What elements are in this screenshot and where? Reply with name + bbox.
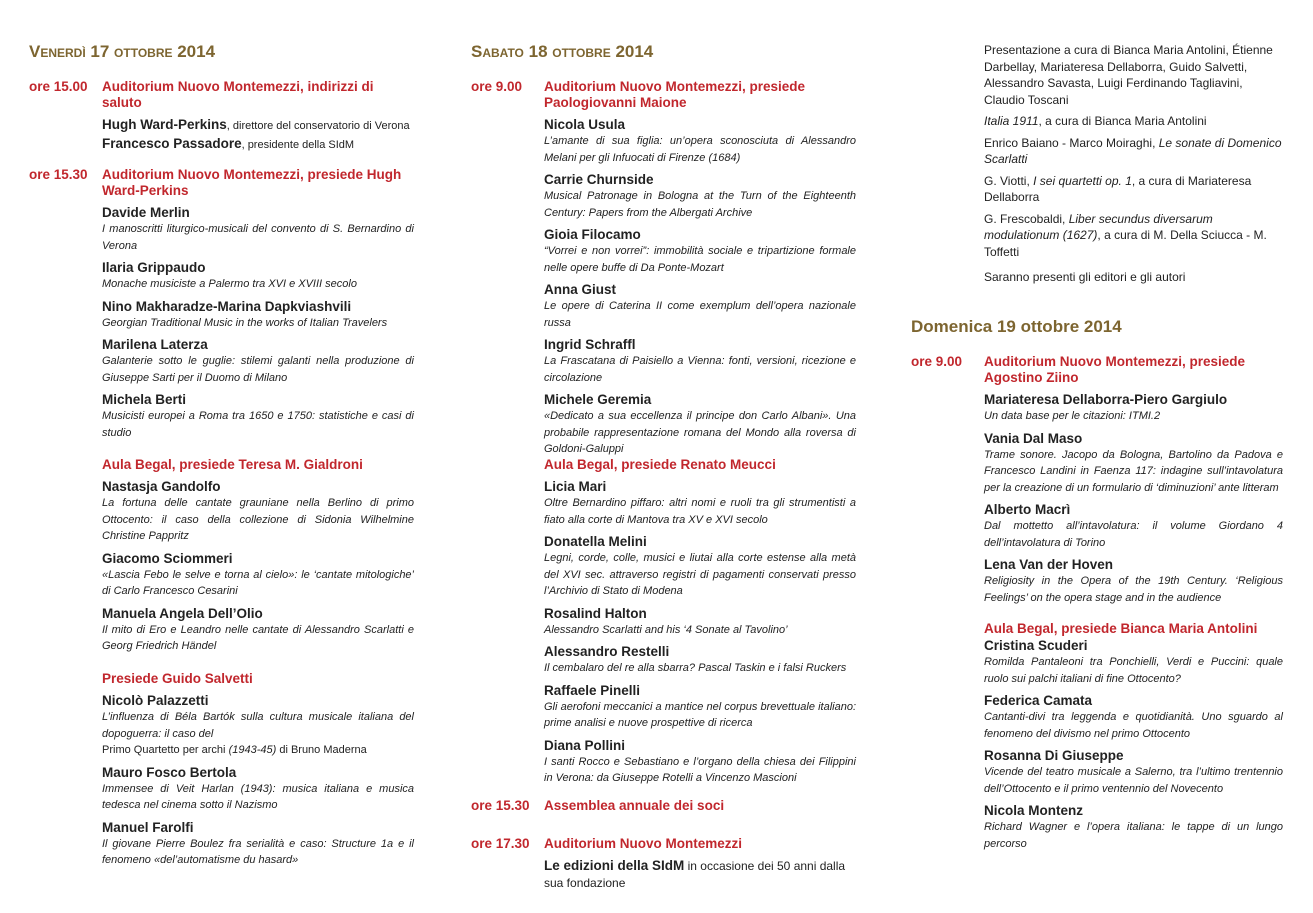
- speaker-name: Manuela Angela Dell’Olio: [102, 605, 263, 621]
- talk-entry: [102, 298, 414, 332]
- presentation-announcement: [544, 857, 856, 891]
- talk-entry: [544, 391, 856, 458]
- talk-title: Il cembalaro del re alla sbarra? Pascal Taskin e i falsi Ruckers: [544, 662, 847, 674]
- presentation-closing: Saranno presenti gli editori e gli autori: [984, 270, 1186, 284]
- session-title: Auditorium Nuovo Montemezzi: [544, 836, 742, 851]
- talk-title: Richard Wagner e l’opera italiana: le tappe di un lungo percorso: [984, 821, 1283, 850]
- greeting-1: [102, 116, 414, 135]
- talk-title: I manoscritti liturgico-musicali del convento di S. Bernardino di Verona: [102, 223, 414, 252]
- speaker-name: Davide Merlin: [102, 205, 190, 220]
- talk-entry: [984, 802, 1283, 852]
- speaker-name: Ilaria Grippaudo: [102, 260, 206, 275]
- talk-title-part: di Bruno Maderna: [276, 744, 367, 756]
- book-author: G. Viotti,: [984, 173, 1034, 188]
- talk-title-part: (1943-45): [228, 744, 277, 756]
- talk-entry: [984, 391, 1283, 425]
- talk-title: “Vorrei e non vorrei”: immobilità sociale e tripartizione formale nelle opere buffe di Da Ponte-Mozart: [544, 245, 856, 274]
- talk-entry: [544, 171, 856, 221]
- greeting-2: [102, 135, 414, 154]
- talk-title: L’amante di sua figlia: un’opera sconosciuta di Alessandro Melani per gli Infuocati di Firenze (1684): [544, 135, 856, 164]
- speaker-name: Vania Dal Maso: [984, 430, 1083, 446]
- talk-title: Musicisti europei a Roma tra 1650 e 1750: statistiche e casi di studio: [102, 410, 414, 439]
- talk-title: Il mito di Ero e Leandro nelle cantate di Alessandro Scarlatti e Georg Friedrich Händel: [102, 623, 414, 652]
- talk-entry: [102, 478, 414, 545]
- talk-title: La Frascatana di Paisiello a Vienna: fonti, versioni, ricezione e circolazione: [544, 355, 856, 384]
- talk-entry: [544, 116, 856, 166]
- session-title: Aula Begal, presiede Bianca Maria Antolini: [984, 621, 1258, 636]
- talk-entry: [102, 819, 414, 869]
- talk-entry: [984, 430, 1283, 497]
- friday-session-4: [29, 671, 414, 869]
- talk-title: Romilda Pantaleoni tra Ponchielli, Verdi e Puccini: quale ruolo sui palchi italiani di fine Ottocento?: [984, 656, 1283, 685]
- book-item: [984, 173, 1283, 206]
- speaker-name: Hugh Ward-Perkins: [102, 117, 227, 132]
- speaker-name: Giacomo Sciommeri: [102, 550, 233, 566]
- session-time: ore 15.30: [29, 167, 88, 182]
- speaker-name: Licia Mari: [544, 479, 607, 494]
- speaker-name: Michele Geremia: [544, 392, 652, 407]
- talk-title: Cantanti-divi tra leggenda e quotidianità. Uno sguardo al fenomeno del divismo nel primo Ottocento: [984, 711, 1283, 740]
- talk-entry: [102, 550, 414, 600]
- book-item: [984, 211, 1283, 261]
- talk-entry: [544, 336, 856, 386]
- session-title: Auditorium Nuovo Montemezzi, presiede Paologiovanni Maione: [544, 79, 806, 110]
- speaker-name: Rosanna Di Giuseppe: [984, 748, 1124, 763]
- talk-title: Trame sonore. Jacopo da Bologna, Bartolino da Padova e Francesco Landini in Faenza 117: indagine sull’intavolatura per la creazione di un formulario di ‘diminuzioni’ ante litteram: [984, 448, 1283, 494]
- speaker-name: Alberto Macrì: [984, 502, 1071, 517]
- saturday-session-3: [471, 798, 856, 814]
- speaker-name: Nastasja Gandolfo: [102, 479, 221, 494]
- talk-entry: [544, 533, 856, 600]
- speaker-name: Federica Camata: [984, 693, 1093, 708]
- saturday-heading: [471, 42, 653, 62]
- session-time: ore 15.00: [29, 79, 88, 94]
- book-item: [984, 113, 1283, 130]
- speaker-name: Diana Pollini: [544, 737, 626, 753]
- book-editor: , a cura di Mariateresa Dellaborra: [984, 173, 1252, 204]
- saturday-session-1: [471, 79, 856, 458]
- session-time: ore 15.30: [471, 798, 530, 813]
- speaker-name: Anna Giust: [544, 282, 617, 297]
- talk-entry: [984, 637, 1283, 687]
- speaker-name: Nicola Montenz: [984, 803, 1084, 818]
- talk-title: Musical Patronage in Bologna at the Turn of the Eighteenth Century: Papers from the Albergati Archive: [544, 190, 856, 219]
- session-title: Assemblea annuale dei soci: [544, 798, 725, 813]
- talk-title: Immensee di Veit Harlan (1943): musica italiana e musica tedesca nel cinema sotto il Nazismo: [102, 782, 414, 811]
- talk-title: Gli aerofoni meccanici a mantice nel corpus brevettuale italiano: prime analisi e nuove prospettive di ricerca: [544, 700, 856, 729]
- talk-title-part: L’influenza di Béla Bartók sulla cultura musicale italiana del dopoguerra: il caso del: [102, 711, 414, 740]
- friday-session-2: [29, 167, 414, 441]
- session-title: Presiede Guido Salvetti: [102, 671, 253, 686]
- talk-title: Le opere di Caterina II come exemplum dell’opera nazionale russa: [544, 300, 856, 329]
- talk-entry: [544, 478, 856, 528]
- speaker-name: Alessandro Restelli: [544, 644, 670, 659]
- speaker-name: Carrie Churnside: [544, 172, 654, 187]
- talk-title-part: Primo Quartetto per archi: [102, 744, 229, 756]
- speaker-name: Lena Van der Hoven: [984, 557, 1114, 572]
- speaker-name: Nicolò Palazzetti: [102, 693, 209, 708]
- talk-title: Alessandro Scarlatti and his ‘4 Sonate al Tavolino’: [544, 623, 788, 636]
- book-title: Le sonate di Domenico Scarlatti: [984, 135, 1282, 166]
- book-author: Enrico Baiano - Marco Moiraghi,: [984, 135, 1159, 150]
- book-item: [984, 135, 1283, 168]
- sunday-session-2: [911, 621, 1283, 852]
- speaker-role: , direttore del conservatorio di Verona: [226, 120, 410, 132]
- talk-title: Vicende del teatro musicale a Salerno, tra l’ultimo trentennio dell’Ottocento e il primo ventennio del Novecento: [984, 766, 1283, 795]
- session-title: Auditorium Nuovo Montemezzi, presiede Agostino Ziino: [984, 354, 1246, 385]
- speaker-name: Manuel Farolfi: [102, 819, 194, 835]
- talk-title: «Lascia Febo le selve e torna al cielo»: le ‘cantate mitologiche’ di Carlo Francesco Cesarini: [102, 568, 414, 597]
- sunday-session-1: [911, 354, 1283, 606]
- talk-entry: [984, 556, 1283, 606]
- sunday-heading: Domenica 19 ottobre 2014: [911, 317, 1122, 336]
- session-title: Aula Begal, presiede Renato Meucci: [544, 457, 776, 472]
- talk-title: Monache musiciste a Palermo tra XVI e XVIII secolo: [102, 278, 357, 290]
- talk-entry: [102, 391, 414, 441]
- book-presentation: [911, 42, 1283, 291]
- friday-heading: [29, 42, 215, 62]
- speaker-role: , presidente della SIdM: [241, 138, 355, 151]
- session-time: ore 17.30: [471, 836, 530, 851]
- talk-entry: [544, 682, 856, 732]
- talk-entry: [102, 692, 414, 759]
- talk-entry: [544, 737, 856, 787]
- speaker-name: Nicola Usula: [544, 117, 626, 132]
- session-title: Auditorium Nuovo Montemezzi, presiede Hugh Ward-Perkins: [102, 167, 402, 198]
- saturday-session-4: [471, 836, 856, 891]
- talk-title: Religiosity in the Opera of the 19th Century. ‘Religious Feelings’ on the opera stage and in the audience: [984, 575, 1283, 604]
- book-title: I sei quartetti op. 1: [1033, 173, 1132, 188]
- speaker-name: Gioia Filocamo: [544, 227, 641, 242]
- talk-entry: [984, 692, 1283, 742]
- talk-title: Un data base per le citazioni: ITMI.2: [984, 410, 1161, 422]
- friday-heading-day: Venerdì: [29, 42, 86, 61]
- friday-session-3: [29, 457, 414, 655]
- speaker-name: Mauro Fosco Bertola: [102, 764, 237, 780]
- session-title: Aula Begal, presiede Teresa M. Gialdroni: [102, 457, 363, 472]
- speaker-name: Cristina Scuderi: [984, 638, 1088, 653]
- book-author: G. Frescobaldi,: [984, 211, 1069, 226]
- talk-entry: [102, 764, 414, 814]
- talk-title: Galanterie sotto le guglie: stilemi galanti nella produzione di Giuseppe Sarti per il Duomo di Milano: [102, 355, 414, 384]
- speaker-name: Marilena Laterza: [102, 337, 208, 352]
- talk-entry: [102, 336, 414, 386]
- speaker-name: Mariateresa Dellaborra-Piero Gargiulo: [984, 392, 1228, 407]
- saturday-session-2: [471, 457, 856, 787]
- friday-session-1: [29, 79, 414, 153]
- book-title: Italia 1911: [984, 114, 1039, 128]
- talk-title: Il giovane Pierre Boulez fra serialità e caso: Structure 1a e il fenomeno «del’automatisme du hasard»: [102, 837, 414, 866]
- session-time: ore 9.00: [911, 354, 963, 369]
- talk-title: [102, 709, 414, 759]
- talk-entry: [544, 226, 856, 276]
- speaker-name: Raffaele Pinelli: [544, 682, 641, 698]
- book-editor: , a cura di Bianca Maria Antolini: [1038, 114, 1207, 128]
- presentation-intro: Presentazione a cura di Bianca Maria Antolini, Étienne Darbellay, Mariateresa Dellaborra, Guido Salvetti, Alessandro Savasta, Luigi Ferdinando Tagliavini, Claudio Toscani: [984, 43, 1273, 107]
- book-title: Liber secundus diversarum modulationum (1627): [984, 211, 1213, 242]
- saturday-heading-day: Sabato: [471, 42, 524, 61]
- saturday-heading-date: 18 ottobre 2014: [528, 42, 654, 61]
- speaker-name: Nino Makharadze-Marina Dapkviashvili: [102, 298, 352, 314]
- talk-entry: [544, 643, 856, 677]
- presentation-rest: in occasione dei 50 anni dalla sua fondazione: [544, 859, 846, 890]
- session-time: ore 9.00: [471, 79, 523, 94]
- talk-title: Legni, corde, colle, musici e liutai alla corte estense alla metà del XVI sec. attraverso registri di pagamenti conservati presso l’Archivio di Stato di Modena: [544, 552, 856, 597]
- speaker-name: Michela Berti: [102, 392, 187, 407]
- talk-title: Dal mottetto all’intavolatura: il volume Giordano 4 dell’intavolatura di Torino: [984, 520, 1283, 549]
- talk-entry: [984, 501, 1283, 551]
- session-title: Auditorium Nuovo Montemezzi, indirizzi di saluto: [102, 79, 374, 110]
- speaker-name: Donatella Melini: [544, 534, 647, 549]
- speaker-name: Rosalind Halton: [544, 605, 647, 621]
- presentation-name: Le edizioni della SIdM: [544, 858, 685, 873]
- talk-title: La fortuna delle cantate grauniane nella Berlino di primo Ottocento: il caso della collezione di Sidonia Wilhelmine Christine Pappritz: [102, 497, 414, 542]
- talk-entry: [102, 204, 414, 254]
- talk-entry: [102, 259, 414, 293]
- talk-entry: [544, 281, 856, 331]
- talk-entry: [544, 605, 856, 639]
- book-editor: , a cura di M. Della Sciucca - M. Toffetti: [984, 228, 1267, 259]
- talk-entry: [984, 747, 1283, 797]
- talk-title: I santi Rocco e Sebastiano e l’organo della chiesa dei Filippini in Verona: da Giuseppe Rotelli a Vincenzo Mascioni: [544, 755, 856, 784]
- talk-title: Georgian Traditional Music in the works of Italian Travelers: [102, 316, 388, 329]
- speaker-name: Ingrid Schraffl: [544, 337, 636, 352]
- speaker-name: Francesco Passadore: [102, 135, 242, 151]
- talk-entry: [102, 605, 414, 655]
- talk-title: «Dedicato a sua eccellenza il principe don Carlo Albani». Una probabile rappresentazione romana del Mondo alla roversa di Goldoni-Galuppi: [544, 410, 856, 455]
- talk-title: Oltre Bernardino piffaro: altri nomi e ruoli tra gli strumentisti a fiato alla corte di Mantova tra XV e XVI secolo: [544, 497, 856, 526]
- friday-heading-date: 17 ottobre 2014: [90, 42, 216, 61]
